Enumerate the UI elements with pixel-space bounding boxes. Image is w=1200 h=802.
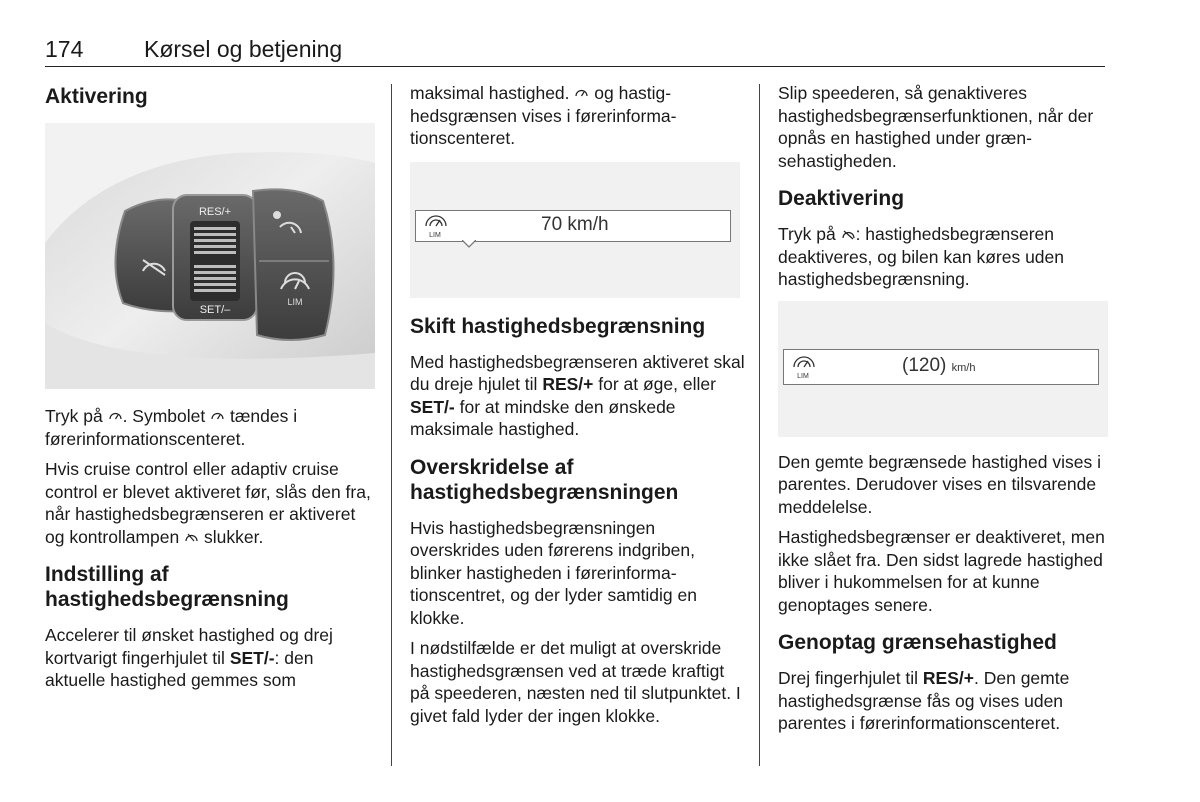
- steering-wheel-controls-image: [45, 123, 375, 389]
- paragraph-press-symbol: Tryk på . Symbolet tændes i førerinformationscenteret.: [45, 406, 298, 449]
- paragraph-max-speed: maksimal hastighed. og hastighedsgrænsen vises i førerinformationscenteret.: [410, 83, 677, 148]
- paragraph-deactivate: Tryk på : hastighedsbegrænseren deaktiveres, og bilen kan køres uden hastighedsbegrænsning.: [778, 224, 1064, 289]
- svg-text:LIM: LIM: [429, 231, 441, 239]
- column-3: [778, 84, 1108, 743]
- limit-speed-value: 70 km/h: [541, 213, 609, 235]
- heading-change-limit: Skift hastighedsbegrænsning: [410, 314, 706, 338]
- page-title: Kørsel og betjening: [144, 36, 343, 62]
- paragraph-emergency: I nødstilfælde er det muligt at overskride hastighedsgrænsen ved at træde kraftigt på speederen, næsten ned til slutpunktet. I givet fald lyder der ingen klokke.: [410, 638, 741, 726]
- limiter-off-icon: [841, 228, 856, 241]
- svg-text:LIM: LIM: [287, 297, 303, 307]
- display-box: [415, 210, 731, 242]
- cruise-control-indicator-icon: [184, 531, 199, 544]
- page-header: [45, 34, 1105, 67]
- paragraph-resume: Drej fingerhjulet til RES/+. Den gemte hastighedsgrænse fås og vises uden parentes i førerinformationscenteret.: [778, 668, 1070, 733]
- paragraph-exceed: Hvis hastighedsbegrænsningen overskrides uden førerens indgriben, blinker hastigheden i førerinformationscentret, og der lyder samtidig en klokke.: [410, 517, 697, 628]
- column-2: [410, 84, 745, 735]
- column-divider-2: [759, 84, 760, 766]
- display-box: [783, 349, 1099, 385]
- heading-activation: Aktivering: [45, 85, 148, 108]
- heading-resume: Genoptag grænsehastighed: [778, 631, 1057, 654]
- paragraph-cruise-control: Hvis cruise control eller adaptiv cruise control er blevet aktiveret før, slås den fra, når hastighedsbegrænseren er aktiveret og kontrollampen slukker.: [45, 459, 371, 547]
- heading-deactivation: Deaktivering: [778, 187, 905, 210]
- column-1: [45, 84, 375, 700]
- paragraph-release: Slip speederen, så genaktiveres hastighedsbegrænserfunktionen, når der opnås en hastighed under grænsehastigheden.: [778, 83, 1094, 171]
- speed-limiter-icon: [574, 87, 589, 100]
- stored-speed-value: (120) km/h: [902, 354, 976, 376]
- svg-text:LIM: LIM: [797, 372, 809, 380]
- display-image-120: [778, 301, 1108, 437]
- speed-limiter-icon: [108, 410, 123, 423]
- column-divider-1: [391, 84, 392, 766]
- speed-limiter-lim-icon: [790, 352, 820, 382]
- paragraph-change: Med hastighedsbegrænseren aktiveret skal du dreje hjulet til RES/+ for at øge, eller SET/- for at mindske den ønskede maksimale hastighed.: [410, 351, 745, 439]
- heading-exceed: Overskridelse af hastighedsbegrænsningen: [410, 455, 679, 504]
- heading-setting-limit: Indstilling af hastighedsbegrænsning: [45, 563, 289, 611]
- svg-text:SET/–: SET/–: [199, 304, 231, 316]
- paragraph-accelerate: Accelerer til ønsket hastighed og drej kortvarigt fingerhjulet til SET/-: den aktuelle hastighed gemmes som: [45, 625, 333, 690]
- speed-limiter-icon: [210, 410, 225, 423]
- paragraph-deactivated: Hastighedsbegrænser er deaktiveret, men ikke slået fra. Den sidst lagrede hastighed bliver i hukommelsen for at kunne genoptages senere.: [778, 527, 1105, 615]
- paragraph-stored: Den gemte begrænsede hastighed vises i parentes. Derudover vises en tilsvarende meddelelse.: [778, 451, 1101, 517]
- speed-limiter-lim-icon: [422, 212, 452, 240]
- page-number: 174: [45, 36, 84, 62]
- svg-text:RES/+: RES/+: [198, 206, 232, 218]
- display-image-70: [410, 162, 740, 298]
